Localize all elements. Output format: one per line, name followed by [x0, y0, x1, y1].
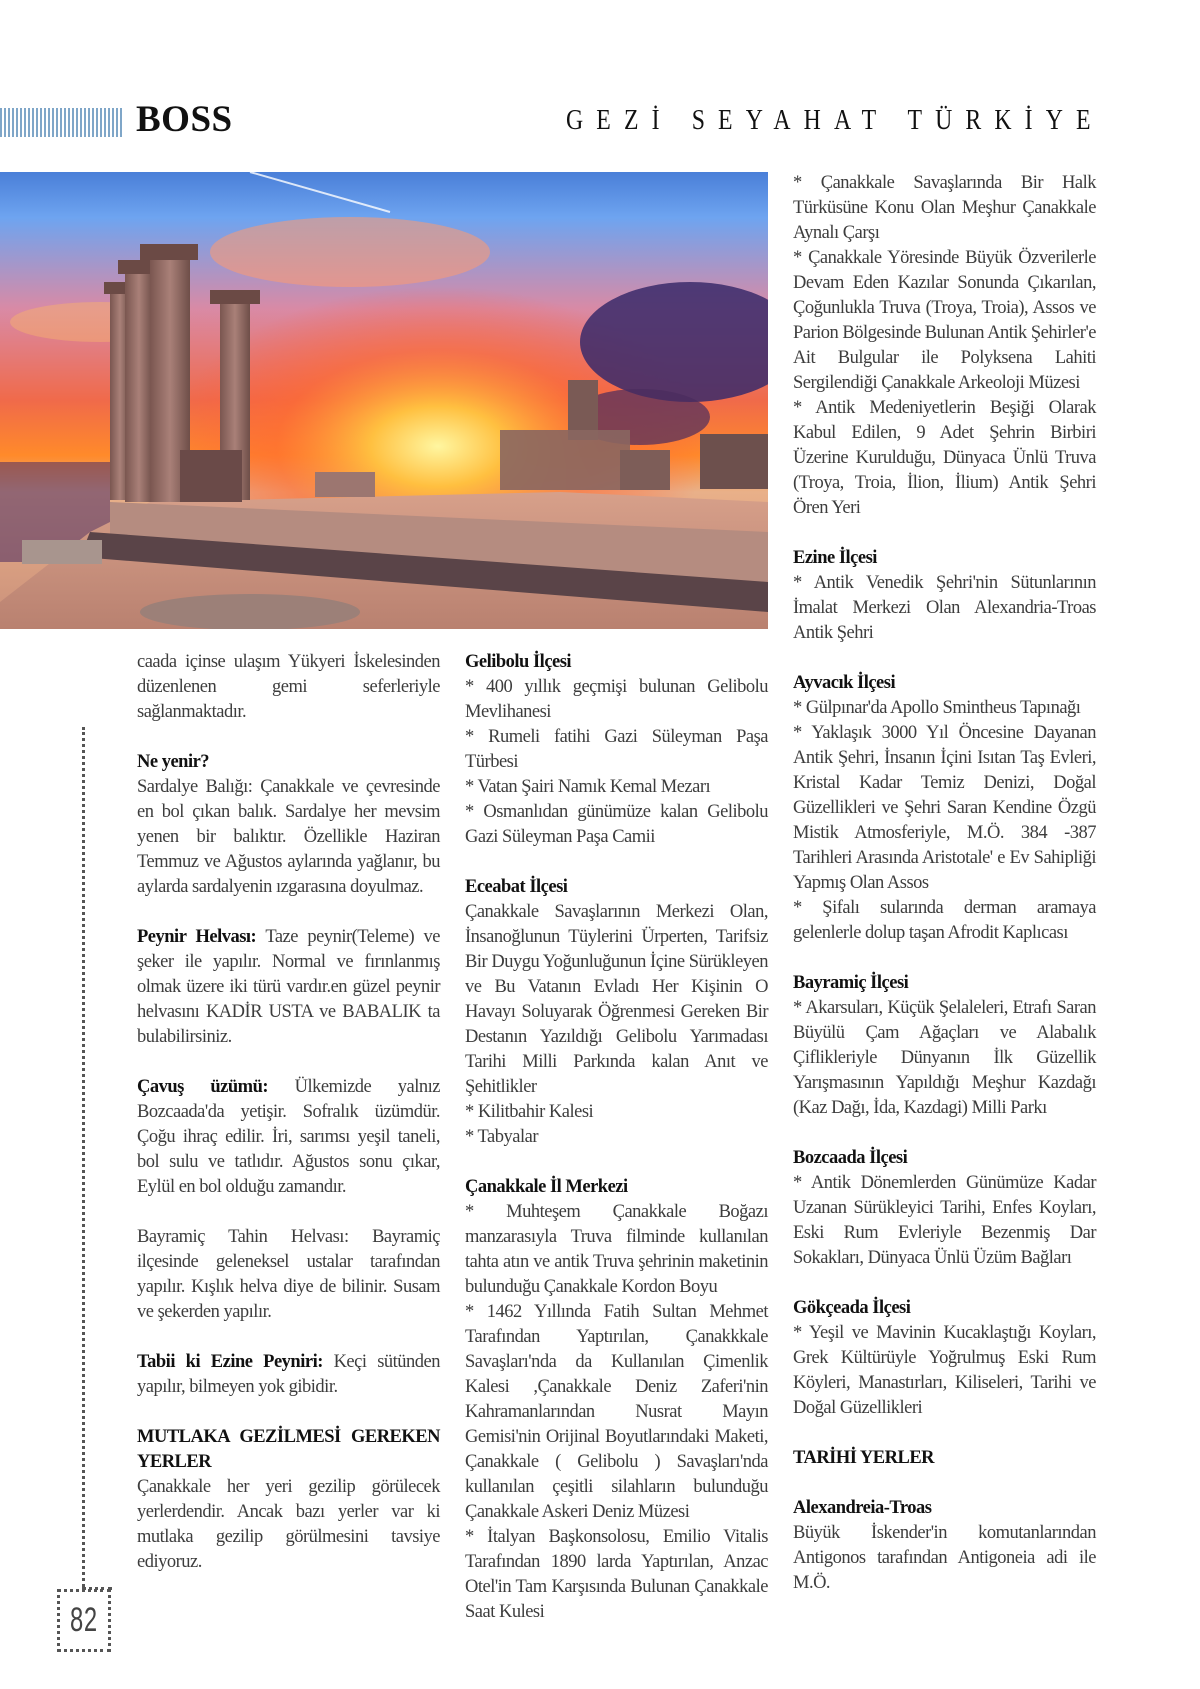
paragraph-cavus-uzumu: [137, 1075, 440, 1200]
cloud: [210, 217, 490, 287]
list-item: * Antik Venedik Şehri'nin Sütunlarının İmalat Merkezi Olan Alexandria-Troas Antik Şehri: [793, 573, 1096, 643]
article-column-3: [793, 171, 1096, 1596]
paragraph-peynir-helvasi: [137, 925, 440, 1050]
column: [125, 270, 153, 502]
list-item: * Kilitbahir Kalesi: [465, 1102, 594, 1122]
ruin-block: [315, 472, 375, 497]
heading-mutlaka-gezilmesi: MUTLAKA GEZİLMESİ GEREKEN YERLER: [137, 1427, 440, 1472]
column-base-block: [180, 450, 242, 502]
article-column-2: [465, 650, 768, 1625]
list-item: * Tabyalar: [465, 1127, 538, 1147]
list-item: * Şifalı sularında derman aramaya gelenlerle dolup taşan Afrodit Kaplıcası: [793, 898, 1096, 943]
ruin-block: [620, 450, 670, 490]
page-number: 82: [70, 1601, 98, 1639]
paragraph-intro: caada içinse ulaşım Yükyeri İskelesinden düzenlenen gemi seferleriyle sağlanmaktadır.: [137, 652, 440, 722]
list-item: * Vatan Şairi Namık Kemal Mezarı: [465, 777, 711, 797]
stone-block: [22, 540, 102, 564]
list-item: * Yeşil ve Mavinin Kucaklaştığı Koyları, Grek Kültürüyle Yoğrulmuş Eski Rum Köyleri, Manastırları, Kiliseleri, Tarihi ve Doğal Güzellikleri: [793, 1323, 1096, 1418]
paragraph-sardalye: Sardalye Balığı: Çanakkale ve çevresinde en bol çıkan balık. Sardalye her mevsim yenen bir balıktır. Özellikle Haziran Temmuz ve Ağustos aylarında yağlanır, bu aylarda sardalyenin ızgarasına doyulmaz.: [137, 777, 440, 897]
list-item: * Muhteşem Çanakkale Boğazı manzarasıyla Truva filminde kullanılan tahta atın ve antik Truva şehrinin maketinin bulunduğu Çanakkale Kordon Boyu: [465, 1202, 768, 1297]
ruin-wall: [500, 430, 630, 490]
column-capital: [140, 244, 198, 260]
list-item: * İtalyan Başkonsolosu, Emilio Vitalis Tarafından 1890 larda Yaptırılan, Anzac Otel'in Tam Karşısında Bulunan Çanakkale Saat Kulesi: [465, 1527, 768, 1622]
paragraph-alexandreia: Büyük İskender'in komutanlarından Antigonos tarafından Antigoneia adi ile M.Ö.: [793, 1523, 1096, 1593]
list-item: * Yaklaşık 3000 Yıl Öncesine Dayanan Antik Şehri, İnsanın İçini Isıtan Taş Evleri, Kristal Kadar Temiz Denizi, Doğal Güzellikleri ve Şehri Saran Kendine Özgü Mistik Atmosferiyle, M.Ö. 384 -387 Tarihleri Arasında Aristotale' e Ev Sahipliği Yapmış Olan Assos: [793, 723, 1096, 893]
list-item: * Antik Dönemlerden Günümüze Kadar Uzanan Sürükleyici Tarihi, Enfes Koyları, Eski Rum Evleriyle Bezenmiş Dar Sokakları, Dünyaca Ünlü Üzüm Bağları: [793, 1173, 1096, 1268]
heading-gokceada: Gökçeada İlçesi: [793, 1298, 911, 1318]
page-number-box: [57, 1589, 111, 1652]
list-item: * Çanakkale Yöresinde Büyük Özverilerle Devam Eden Kazılar Sonunda Çıkarılan, Çoğunlukla Truva (Troya, Troia), Assos ve Parion Bölgesinde Bulunan Antik Şehirler'e Ait Bulgular ile Polyksena Lahiti Sergilendiği Çanakkale Arkeoloji Müzesi: [793, 248, 1096, 393]
paragraph-eceabat: Çanakkale Savaşlarının Merkezi Olan, İnsanoğlunun Tüylerini Ürperten, Tarifsiz Bir Duygu Yoğunluğunun İçine Sürükleyen ve Bu Vatanın Evladı Her Kişinin O Havayı Soluyarak Öğrenmesi Gereken Bir Destanın Yazıldığı Gelibolu Yarımadası Tarihi Milli Parkında kalan Anıt ve Şehitlikler: [465, 902, 768, 1097]
sunset-ruins-illustration: [0, 172, 768, 629]
list-item: * Antik Medeniyetlerin Beşiği Olarak Kabul Edilen, 9 Adet Şehrin Birbiri Üzerine Kurulduğu, Dünyaca Ünlü Truva (Troya, Troia, İlion, İlium) Antik Şehri Ören Yeri: [793, 398, 1096, 518]
heading-alexandreia-troas: Alexandreia-Troas: [793, 1498, 932, 1518]
paragraph-tahin-helvasi: Bayramiç Tahin Helvası: Bayramiç ilçesinde geleneksel ustalar tarafından yapılır. Kışlık helva diye de bilinir. Susam ve şekerden yapılır.: [137, 1227, 440, 1322]
label-ezine-peyniri: Tabii ki Ezine Peyniri:: [137, 1352, 323, 1372]
label-peynir-helvasi: Peynir Helvası:: [137, 927, 257, 947]
stone-drum: [140, 594, 360, 629]
dotted-rule: [82, 727, 85, 1587]
heading-bayramic: Bayramiç İlçesi: [793, 973, 909, 993]
heading-ayvacik: Ayvacık İlçesi: [793, 673, 896, 693]
list-item: * Akarsuları, Küçük Şelaleleri, Etrafı Saran Büyülü Çam Ağaçları ve Alabalık Çiflikleriyle Dünyanın İlk Güzellik Yarışmasının Yapıldığı Meşhur Kazdağı (Kaz Dağı, İda, Kazdagi) Milli Parkı: [793, 998, 1096, 1118]
text-cavus-uzumu: Ülkemizde yalnız Bozcaada'da yetişir. Sofralık üzümdür. Çoğu ihraç edilir. İri, sarımsı yeşil taneli, bol sulu ve tatlıdır. Ağustos sonu çıkar, Eylül en bol olduğu zamandır.: [137, 1077, 440, 1197]
ruin-block: [700, 434, 768, 489]
heading-tarihi-yerler: TARİHİ YERLER: [793, 1448, 935, 1468]
list-item: * Rumeli fatihi Gazi Süleyman Paşa Türbesi: [465, 727, 768, 772]
list-item: * 1462 Yıllında Fatih Sultan Mehmet Tarafından Yaptırılan, Çanakkkale Savaşları'nda da Kullanılan Çimenlik Kalesi ,Çanakkale Deniz Zaferi'nin Kahramanlarından Nusrat Mayın Gemisi'nin Orijinal Boyutlarındaki Maketi, Çanakkale ( Gelibolu ) Savaşları'nda kullanılan çeşitli silahların bulunduğu Çanakkale Askeri Deniz Müzesi: [465, 1302, 768, 1522]
paragraph-ezine-peyniri: [137, 1350, 440, 1400]
heading-bozcaada: Bozcaada İlçesi: [793, 1148, 908, 1168]
list-item: * 400 yıllık geçmişi bulunan Gelibolu Mevlihanesi: [465, 677, 768, 722]
heading-il-merkezi: Çanakkale İl Merkezi: [465, 1177, 628, 1197]
section-title: GEZİ SEYAHAT TÜRKİYE: [566, 104, 1104, 136]
text-peynir-helvasi: Taze peynir(Teleme) ve şeker ile yapılır. Normal ve fırınlanmış olmak üzere iki türü vardır.en güzel peynir helvasını KADİR USTA ve BABALIK ta bulabilirsiniz.: [137, 927, 441, 1047]
column-capital: [210, 290, 260, 304]
paragraph-mutlaka: Çanakkale her yeri gezilip görülecek yerlerdendir. Ancak bazı yerler var ki mutlaka gezilip görülmesini tavsiye ediyoruz.: [137, 1477, 440, 1572]
heading-ne-yenir: Ne yenir?: [137, 752, 210, 772]
magazine-logo: BOSS: [136, 99, 233, 140]
list-item: * Gülpınar'da Apollo Smintheus Tapınağı: [793, 698, 1081, 718]
list-item: * Osmanlıdan günümüze kalan Gelibolu Gazi Süleyman Paşa Camii: [465, 802, 768, 847]
list-item: * Çanakkale Savaşlarında Bir Halk Türküsüne Konu Olan Meşhur Çanakkale Aynalı Çarşı: [793, 173, 1096, 243]
heading-ezine: Ezine İlçesi: [793, 548, 877, 568]
heading-eceabat: Eceabat İlçesi: [465, 877, 568, 897]
header-decorative-bars: [0, 108, 122, 137]
article-column-1: [137, 650, 440, 1575]
label-cavus-uzumu: Çavuş üzümü:: [137, 1077, 269, 1097]
text-ezine-peyniri: Keçi sütünden yapılır, bilmeyen yok gibidir.: [137, 1352, 440, 1397]
heading-gelibolu: Gelibolu İlçesi: [465, 652, 572, 672]
feature-photo: [0, 172, 768, 629]
